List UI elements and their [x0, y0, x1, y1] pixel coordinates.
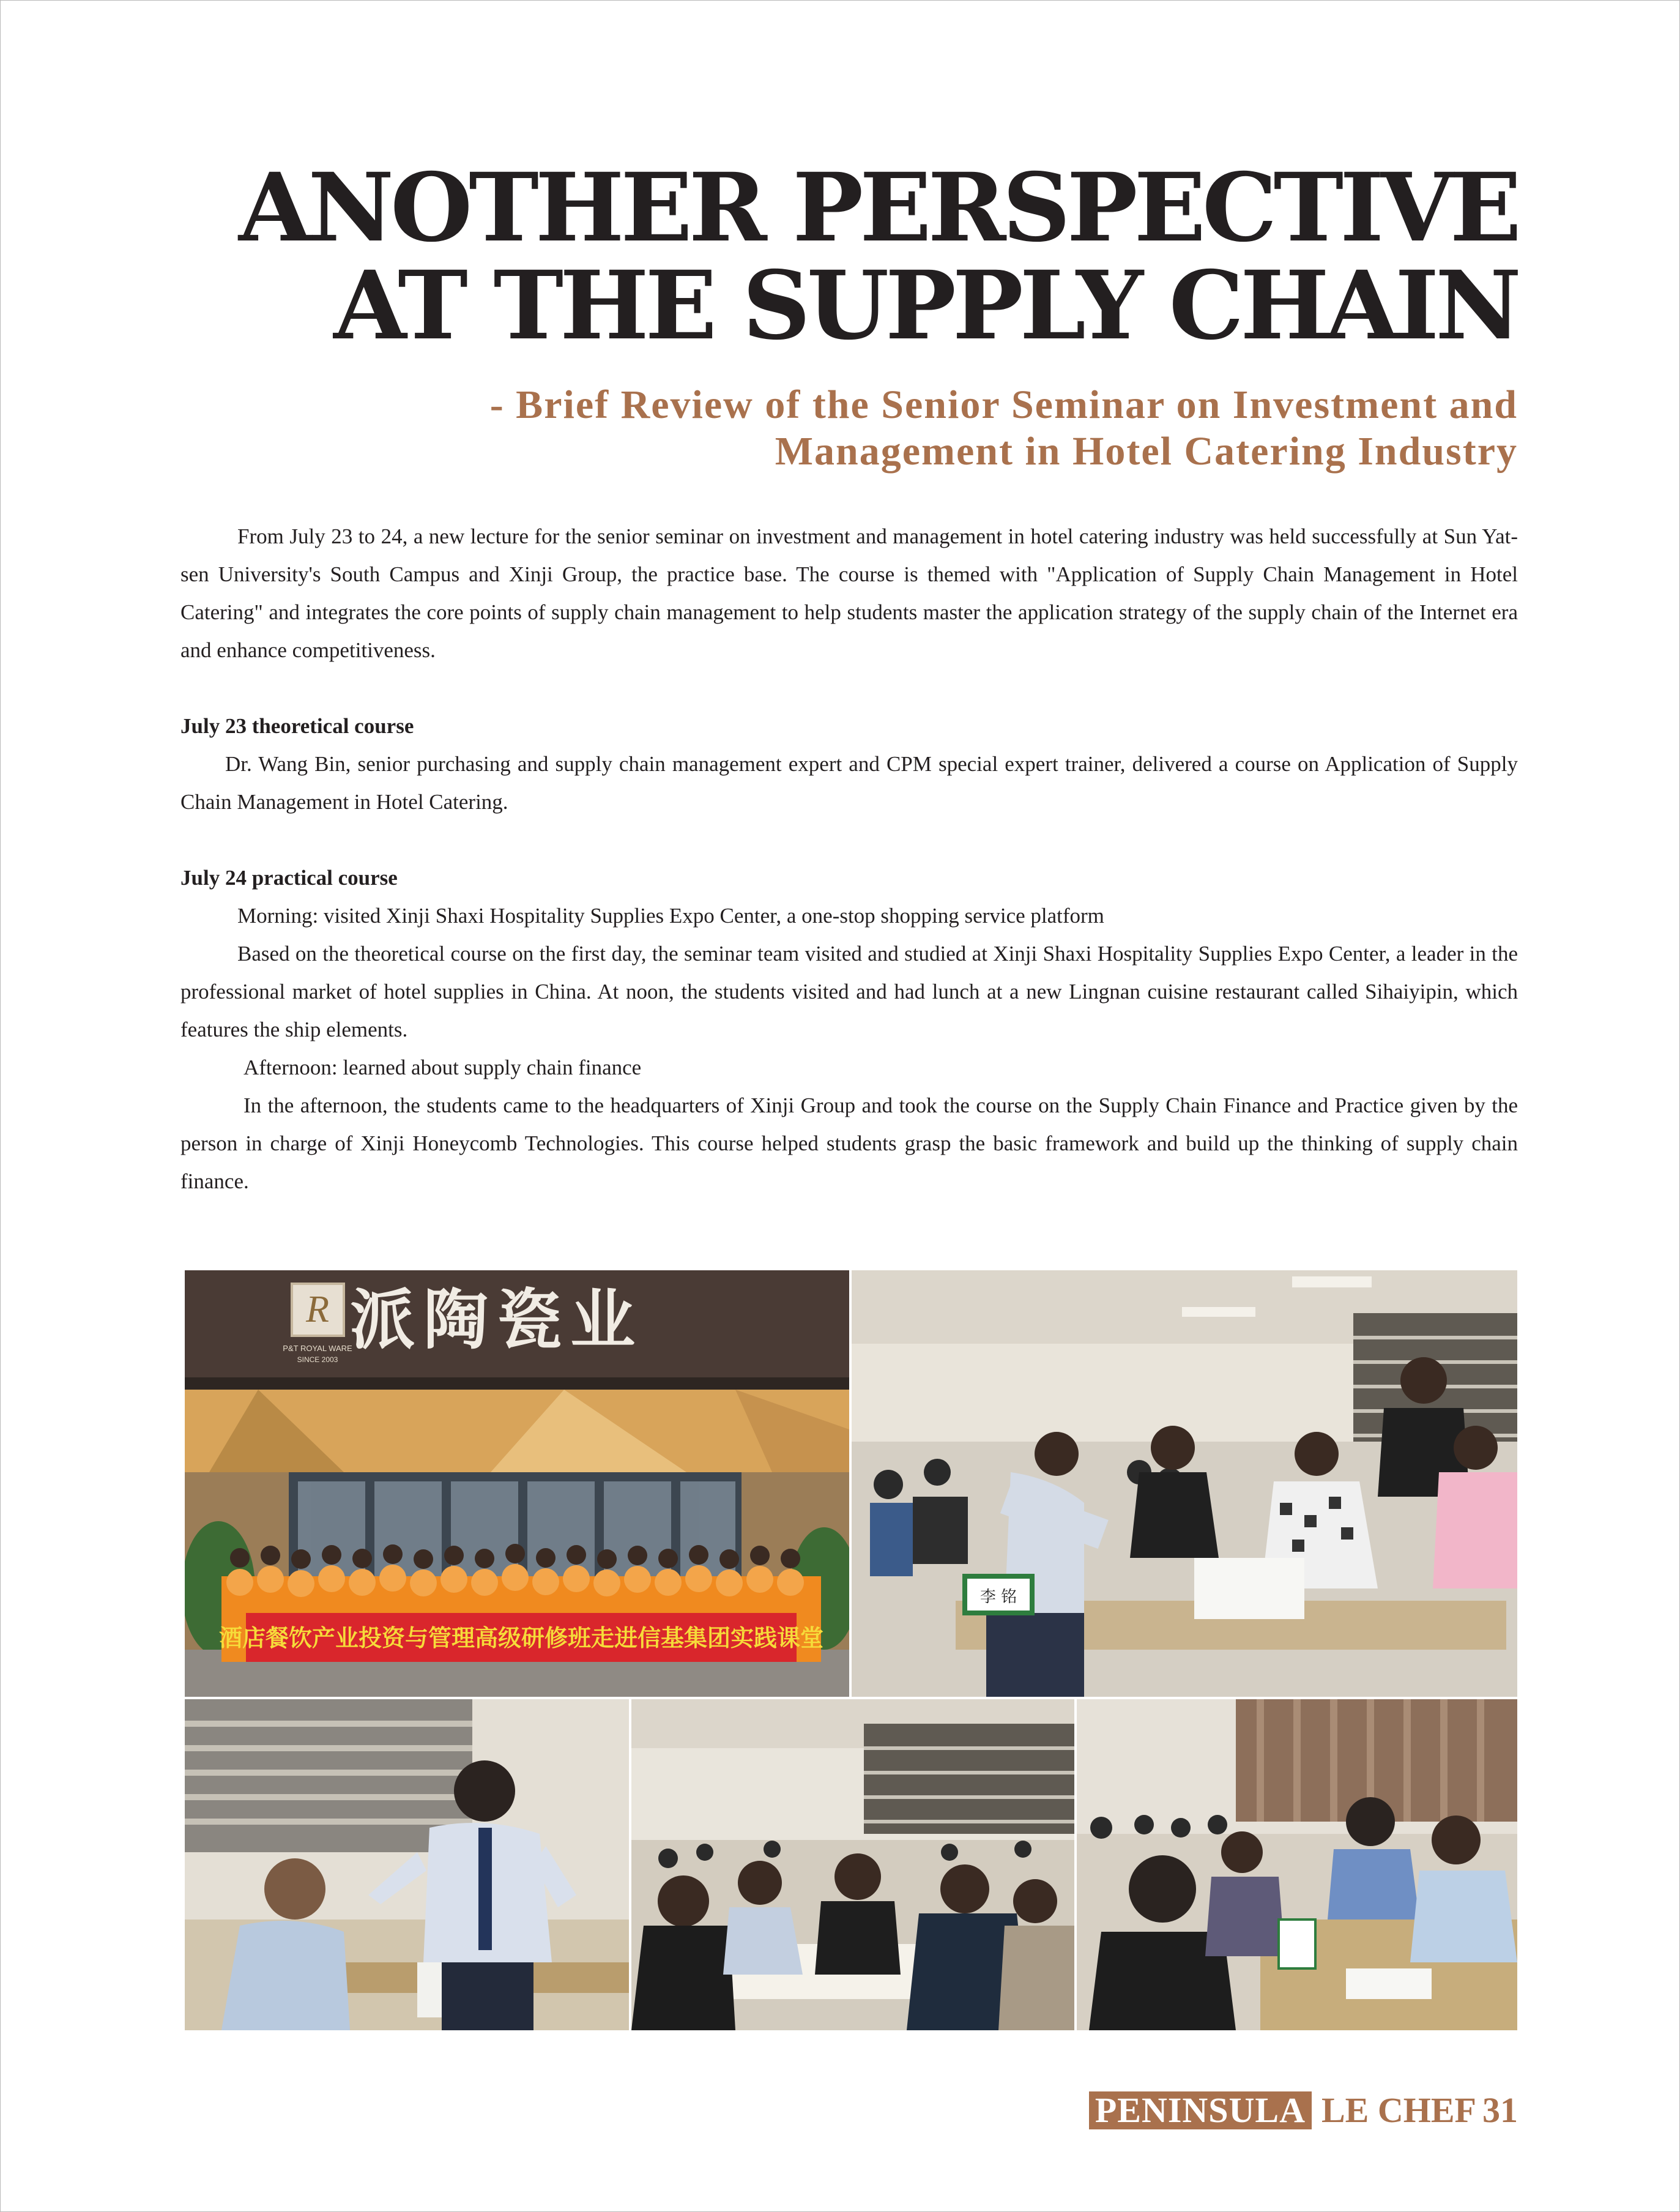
article-subtitle-line-2: Management in Hotel Catering Industry [775, 429, 1518, 474]
article-subtitle-line-1: - Brief Review of the Senior Seminar on Investment and [489, 382, 1518, 427]
footer-brand-label: PENINSULA [1089, 2091, 1312, 2129]
section-heading-july-23: July 23 theoretical course [180, 714, 414, 738]
page-number: 31 [1482, 2090, 1518, 2130]
section-body-july-23: Dr. Wang Bin, senior purchasing and supply chain management expert and CPM special expert trainer, delivered a course on Application of Supply Chain Management in Hotel Catering. [180, 752, 1518, 814]
group-photo-image [185, 1270, 849, 1697]
paragraph-gap [180, 669, 1518, 707]
page-footer [1089, 2091, 1518, 2129]
article-title-line-1: ANOTHER PERSPECTIVE [238, 152, 1518, 263]
discussion-photo-image [631, 1699, 1074, 2030]
morning-subheading: Morning: visited Xinji Shaxi Hospitality Supplies Expo Center, a one-stop shopping service platform [237, 904, 1104, 928]
section-heading-july-24: July 24 practical course [180, 866, 398, 890]
photo-collage [185, 1270, 1517, 2030]
article-body [180, 518, 1518, 1201]
classroom-photo-image [852, 1270, 1517, 1697]
intro-paragraph: From July 23 to 24, a new lecture for the senior seminar on investment and management in hotel catering industry was held successfully at Sun Yat-sen University's South Campus and Xinji Group, the practice base. The course is themed with "Application of Supply Chain Management in Hotel Catering" and integrates the core points of supply chain management to help students master the application strategy of the supply chain of the Internet era and enhance competitiveness. [180, 524, 1518, 662]
table-discussion-photo [631, 1699, 1074, 2030]
lecturer-conversation-photo [185, 1699, 629, 2030]
article-subtitle [294, 382, 1518, 475]
group-banner-text: 酒店餐饮产业投资与管理高级研修班走进信基集团实践课堂 [218, 1625, 824, 1652]
afternoon-paragraph: In the afternoon, the students came to the headquarters of Xinji Group and took the course on the Supply Chain Finance and Practice given by the person in charge of Xinji Honeycomb Technologies. This course helped students grasp the basic framework and build up the thinking of supply chain finance. [180, 1093, 1518, 1193]
storefront-sign: 派陶瓷业 [350, 1283, 644, 1358]
name-card-text: 李 铭 [979, 1588, 1017, 1606]
article-title [233, 152, 1518, 361]
logo-text-line-2: SINCE 2003 [297, 1355, 338, 1364]
logo-text-line-1: P&T ROYAL WARE [283, 1344, 352, 1353]
participants-seated-photo [1077, 1699, 1517, 2030]
footer-publication-name: LE CHEF [1321, 2090, 1476, 2130]
participants-photo-image [1077, 1699, 1517, 2030]
svg-text:R: R [306, 1289, 329, 1330]
group-photo-storefront [185, 1270, 849, 1697]
morning-paragraph: Based on the theoretical course on the first day, the seminar team visited and studied at Xinji Shaxi Hospitality Supplies Expo Center, a leader in the professional market of hotel supplies in China. At noon, the students visited and had lunch at a new Lingnan cuisine restaurant called Sihaiyipin, which features the ship elements. [180, 942, 1518, 1041]
afternoon-subheading: Afternoon: learned about supply chain finance [243, 1056, 642, 1079]
lecturer-photo-image [185, 1699, 629, 2030]
paragraph-gap [180, 821, 1518, 859]
article-title-line-2: AT THE SUPPLY CHAIN [333, 250, 1518, 361]
classroom-photo-discussion [852, 1270, 1517, 1697]
